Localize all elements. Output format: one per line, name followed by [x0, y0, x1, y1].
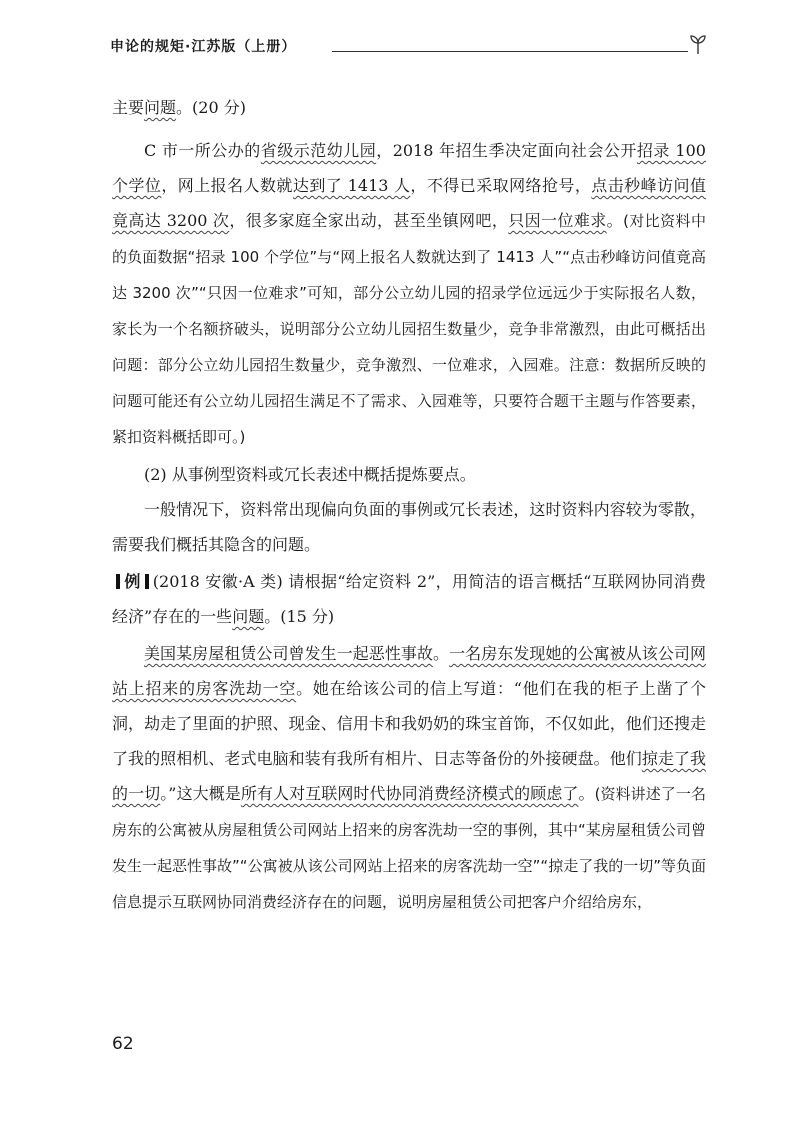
- book-title: 申论的规矩·江苏版（上册）: [110, 39, 297, 55]
- header-rule: [332, 51, 688, 52]
- example-tag: 例: [112, 572, 153, 591]
- running-header: [110, 36, 710, 60]
- page-body: [112, 90, 706, 920]
- analysis-note-1: (对比资料中的负面数据“招录 100 个学位”与“网上报名人数就达到了 1413 人”“点击秒峰访问值竟高达 3200 次”“只因一位难求”可知，部分公立幼儿园的招录学位远远少于实际报名人数，家长为一个名额挤破头，说明部分公立幼儿园招生数量少，竞争非常激烈，由此可概括出问题：部分公立幼儿园招生数量少，竞争激烈、一位难求，入园难。注意：数据所反映的问题可能还有公立幼儿园招生满足不了需求、入园难等，只要符合题干主题与作答要素，紧扣资料概括即可。): [112, 212, 706, 446]
- material-paragraph-2: 美国某房屋租赁公司曾发生一起恶性事故。一名房东发现她的公寓被从该公司网站上招来的房客洗劫一空。她在给该公司的信上写道：“他们在我的柜子上凿了个洞，劫走了里面的护照、现金、信用卡和我奶奶的珠宝首饰，不仅如此，他们还搜走了我的照相机、老式电脑和装有我所有相片、日志等备份的外接硬盘。他们掠走了我的一切。”这大概是所有人对互联网时代协同消费经济模式的顾虑了。(资料讲述了一名房东的公寓被从房屋租赁公司网站上招来的房客洗劫一空的事例，其中“某房屋租赁公司曾发生一起恶性事故”“公寓被从该公司网站上招来的房客洗劫一空”“掠走了我的一切”等负面信息提示互联网协同消费经济存在的问题，说明房屋租赁公司把客户介绍给房东，: [112, 644, 706, 911]
- sprout-icon: [686, 32, 710, 56]
- method-description: 一般情况下，资料常出现偏向负面的事例或冗长表述，这时资料内容较为零散，需要我们概括其隐含的问题。: [112, 500, 706, 554]
- material-paragraph-1: C 市一所公办的省级示范幼儿园，2018 年招生季决定面向社会公开招录 100 个学位，网上报名人数就达到了 1413 人，不得已采取网络抢号，点击秒峰访问值竟高达 3200 次，很多家庭全家出动，甚至坐镇网吧，只因一位难求。(对比资料中的负面数据“招录 100 个学位”与“网上报名人数就达到了 1413 人”“点击秒峰访问值竟高达 3200 次”“只因一位难求”可知，部分公立幼儿园的招录学位远远少于实际报名人数，家长为一个名额挤破头，说明部分公立幼儿园招生数量少，竞争非常激烈，由此可概括出问题：部分公立幼儿园招生数量少，竞争激烈、一位难求，入园难。注意：数据所反映的问题可能还有公立幼儿园招生满足不了需求、入园难等，只要符合题干主题与作答要素，紧扣资料概括即可。): [112, 141, 706, 446]
- example-question: 例 (2018 安徽·A 类) 请根据“给定资料 2”，用简洁的语言概括“互联网协同消费经济”存在的一些问题。(15 分): [112, 572, 706, 626]
- page-number: 62: [112, 1034, 134, 1054]
- question-tail: 主要问题。(20 分): [112, 98, 246, 117]
- method-heading: (2) 从事例型资料或冗长表述中概括提炼要点。: [144, 465, 476, 484]
- analysis-note-2: (资料讲述了一名房东的公寓被从房屋租赁公司网站上招来的房客洗劫一空的事例，其中“某房屋租赁公司曾发生一起恶性事故”“公寓被从该公司网站上招来的房客洗劫一空”“掠走了我的一切”等负面信息提示互联网协同消费经济存在的问题，说明房屋租赁公司把客户介绍给房东，: [112, 785, 706, 911]
